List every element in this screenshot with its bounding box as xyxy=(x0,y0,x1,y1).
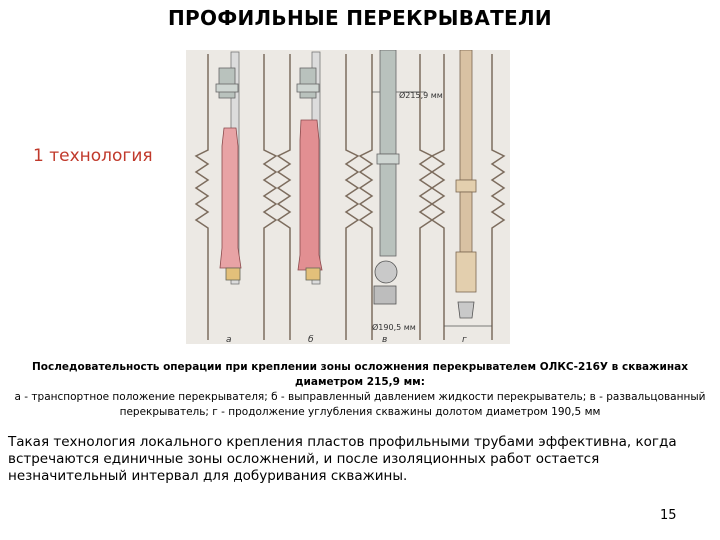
panel-c-label: в xyxy=(382,335,388,344)
page-number: 15 xyxy=(660,508,677,523)
body-paragraph: Такая технология локального крепления пластов профильными трубами эффективна, когда встречаются единичные зоны осложнений, и после изоляционных работ остается незначительный интервал для добуривания скважины. xyxy=(8,434,677,484)
panel-a-label: а xyxy=(226,335,232,344)
caption-body: а - транспортное положение перекрывателя; б - выправленный давлением жидкости перекрыватель; в - развальцованный перекрыватель; г - продолжение углубления скважины долотом диаметром 190,5 мм xyxy=(14,391,706,418)
technology-subtitle: 1 технология xyxy=(33,146,153,166)
panel-d-label: г xyxy=(462,335,467,344)
figure-caption xyxy=(10,360,710,420)
panel-b xyxy=(278,52,358,344)
well-diagram-figure xyxy=(186,50,510,344)
caption-heading: Последовательность операции при креплении зоны осложнения перекрывателем ОЛКС-216У в скважинах диаметром 215,9 мм: xyxy=(32,361,688,388)
dimension-bottom-label: Ø190,5 мм xyxy=(372,323,416,332)
panel-b-label: б xyxy=(308,335,314,344)
dimension-top-label: Ø215,9 мм xyxy=(399,91,443,100)
well-diagram xyxy=(186,50,510,344)
slide-title: ПРОФИЛЬНЫЕ ПЕРЕКРЫВАТЕЛИ xyxy=(168,6,552,30)
panel-c xyxy=(360,50,443,344)
panel-a xyxy=(196,52,276,344)
